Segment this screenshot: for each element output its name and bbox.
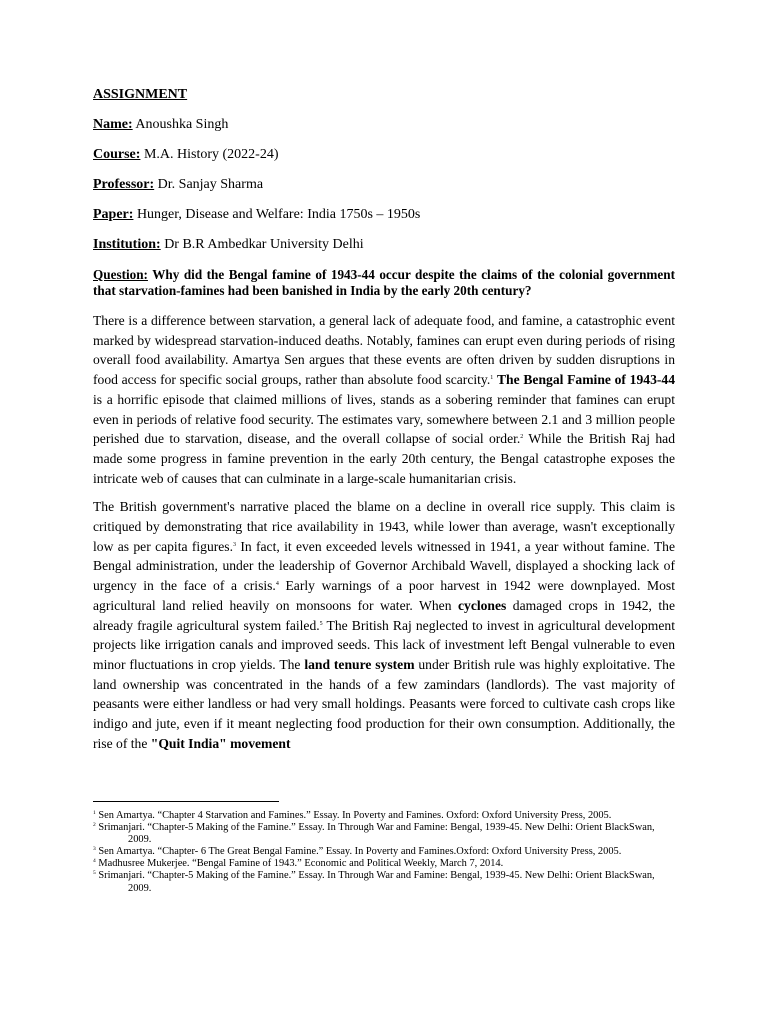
name-label: Name: bbox=[93, 117, 133, 132]
question bbox=[93, 267, 675, 299]
name-value: Anoushka Singh bbox=[132, 117, 229, 132]
footnote-ref-5[interactable]: 5 bbox=[319, 620, 323, 627]
footnote-text-1: Sen Amartya. “Chapter 4 Starvation and Famines.” Essay. In Poverty and Famines. Oxford: Oxford University Press, 2005. bbox=[95, 810, 612, 821]
p1-text-3: While the British Raj had made some progress in famine prevention in the early 20th century, the Bengal catastrophe exposes the intricate web of causes that can culminate in a large-scale humanitarian crisis. bbox=[93, 431, 675, 486]
question-label: Question: bbox=[93, 267, 148, 282]
footnote-separator bbox=[93, 801, 279, 802]
footnote-ref-4[interactable]: 4 bbox=[275, 581, 279, 588]
footnote-number-3: 3 bbox=[93, 846, 96, 853]
body-paragraph-1 bbox=[93, 311, 675, 488]
footnote-ref-3[interactable]: 3 bbox=[233, 541, 236, 548]
p2-text-3: Early warnings of a poor harvest in 1942 were downplayed. Most agricultural land relied heavily on monsoons for water. When bbox=[93, 578, 675, 613]
footnote-2 bbox=[93, 822, 675, 846]
title-text: ASSIGNMENT bbox=[93, 87, 188, 102]
paper-label: Paper: bbox=[93, 207, 134, 222]
p2-bold-land-tenure: land tenure system bbox=[304, 656, 415, 672]
p2-text-2: In fact, it even exceeded levels witnessed in 1941, a year without famine. The Bengal administration, under the leadership of Governor Archibald Wavell, displayed a shocking lack of urgency in the face of a crisis. bbox=[93, 538, 675, 594]
body-paragraph-2 bbox=[93, 497, 675, 753]
footnote-ref-2[interactable]: 2 bbox=[520, 434, 524, 441]
p2-bold-quit-india: "Quit India" movement bbox=[150, 735, 291, 751]
paper-line bbox=[93, 207, 675, 223]
paper-value: Hunger, Disease and Welfare: India 1750s – 1950s bbox=[133, 207, 421, 222]
footnote-5 bbox=[93, 870, 675, 894]
professor-label: Professor: bbox=[93, 177, 155, 192]
assignment-title bbox=[93, 87, 675, 103]
course-value: M.A. History (2022-24) bbox=[140, 147, 279, 162]
p2-text-4: damaged crops in 1942, the already fragile agricultural system failed. bbox=[93, 597, 675, 633]
footnote-text-3: Sen Amartya. “Chapter- 6 The Great Bengal Famine.” Essay. In Poverty and Famines.Oxford: Oxford University Press, 2005. bbox=[95, 846, 622, 858]
footnote-number-2: 2 bbox=[93, 822, 96, 829]
footnote-number-1: 1 bbox=[93, 810, 96, 816]
footnote-text-5: Srimanjari. “Chapter-5 Making of the Famine.” Essay. In Through War and Famine: Bengal, 1939-45. New Delhi: Orient BlackSwan, 2009. bbox=[95, 870, 655, 894]
institution-value: Dr B.R Ambedkar University Delhi bbox=[160, 237, 364, 252]
footnote-number-5: 5 bbox=[93, 870, 96, 877]
footnote-1 bbox=[93, 810, 675, 822]
p1-bold-famine: The Bengal Famine of 1943-44 bbox=[496, 372, 675, 388]
p2-text-6: under British rule was highly exploitative. The land ownership was concentrated in the hands of a few zamindars (landlords). The vast majority of peasants were either landless or had very small holdings. Peasants were forced to cultivate cash crops like indigo and jute, even if it meant neglecting food production for their own consumption. Additionally, the rise of the bbox=[93, 656, 675, 751]
footnote-text-2: Srimanjari. “Chapter-5 Making of the Famine.” Essay. In Through War and Famine: Bengal, 1939-45. New Delhi: Orient BlackSwan, 2009. bbox=[95, 822, 655, 846]
p2-bold-cyclones: cyclones bbox=[457, 597, 507, 613]
p2-text-1: The British government's narrative placed the blame on a decline in overall rice supply. This claim is critiqued by demonstrating that rice availability in 1943, while lower than average, wasn't exceptionally low as per capita figures. bbox=[93, 499, 675, 554]
course-line bbox=[93, 147, 675, 163]
footnote-4 bbox=[93, 858, 675, 870]
question-text: Why did the Bengal famine of 1943-44 occur despite the claims of the colonial government that starvation-famines had been banished in India by the early 20th century? bbox=[93, 267, 675, 298]
institution-line bbox=[93, 237, 675, 253]
footnote-3 bbox=[93, 846, 675, 858]
footnote-text-4: Madhusree Mukerjee. “Bengal Famine of 1943.” Economic and Political Weekly, March 7, 2014. bbox=[95, 858, 504, 870]
document-page bbox=[93, 87, 675, 762]
footnote-ref-1[interactable]: 1 bbox=[490, 375, 494, 382]
professor-value: Dr. Sanjay Sharma bbox=[154, 177, 264, 192]
course-label: Course: bbox=[93, 147, 141, 162]
footnote-number-4: 4 bbox=[93, 858, 96, 865]
name-line bbox=[93, 117, 675, 133]
p1-text-1: There is a difference between starvation, a general lack of adequate food, and famine, a catastrophic event marked by widespread starvation-induced deaths. Notably, famines can erupt even during periods of rising overall food availability. Amartya Sen argues that these events are often driven by sudden disruptions in food access for specific social groups, rather than absolute food scarcity. bbox=[93, 313, 675, 388]
professor-line bbox=[93, 177, 675, 193]
p1-text-2: is a horrific episode that claimed millions of lives, stands as a sobering reminder that famines can erupt even in periods of relative food security. The estimates vary, somewhere between 2.1 and 3 million people perished due to starvation, disease, and the overall collapse of social order. bbox=[93, 391, 675, 447]
p2-text-5: The British Raj neglected to invest in agricultural development projects like irrigation canals and improved seeds. This lack of investment left Bengal vulnerable to even minor fluctuations in crop yields. The bbox=[93, 617, 675, 672]
institution-label: Institution: bbox=[93, 237, 161, 252]
footnotes bbox=[93, 810, 675, 895]
